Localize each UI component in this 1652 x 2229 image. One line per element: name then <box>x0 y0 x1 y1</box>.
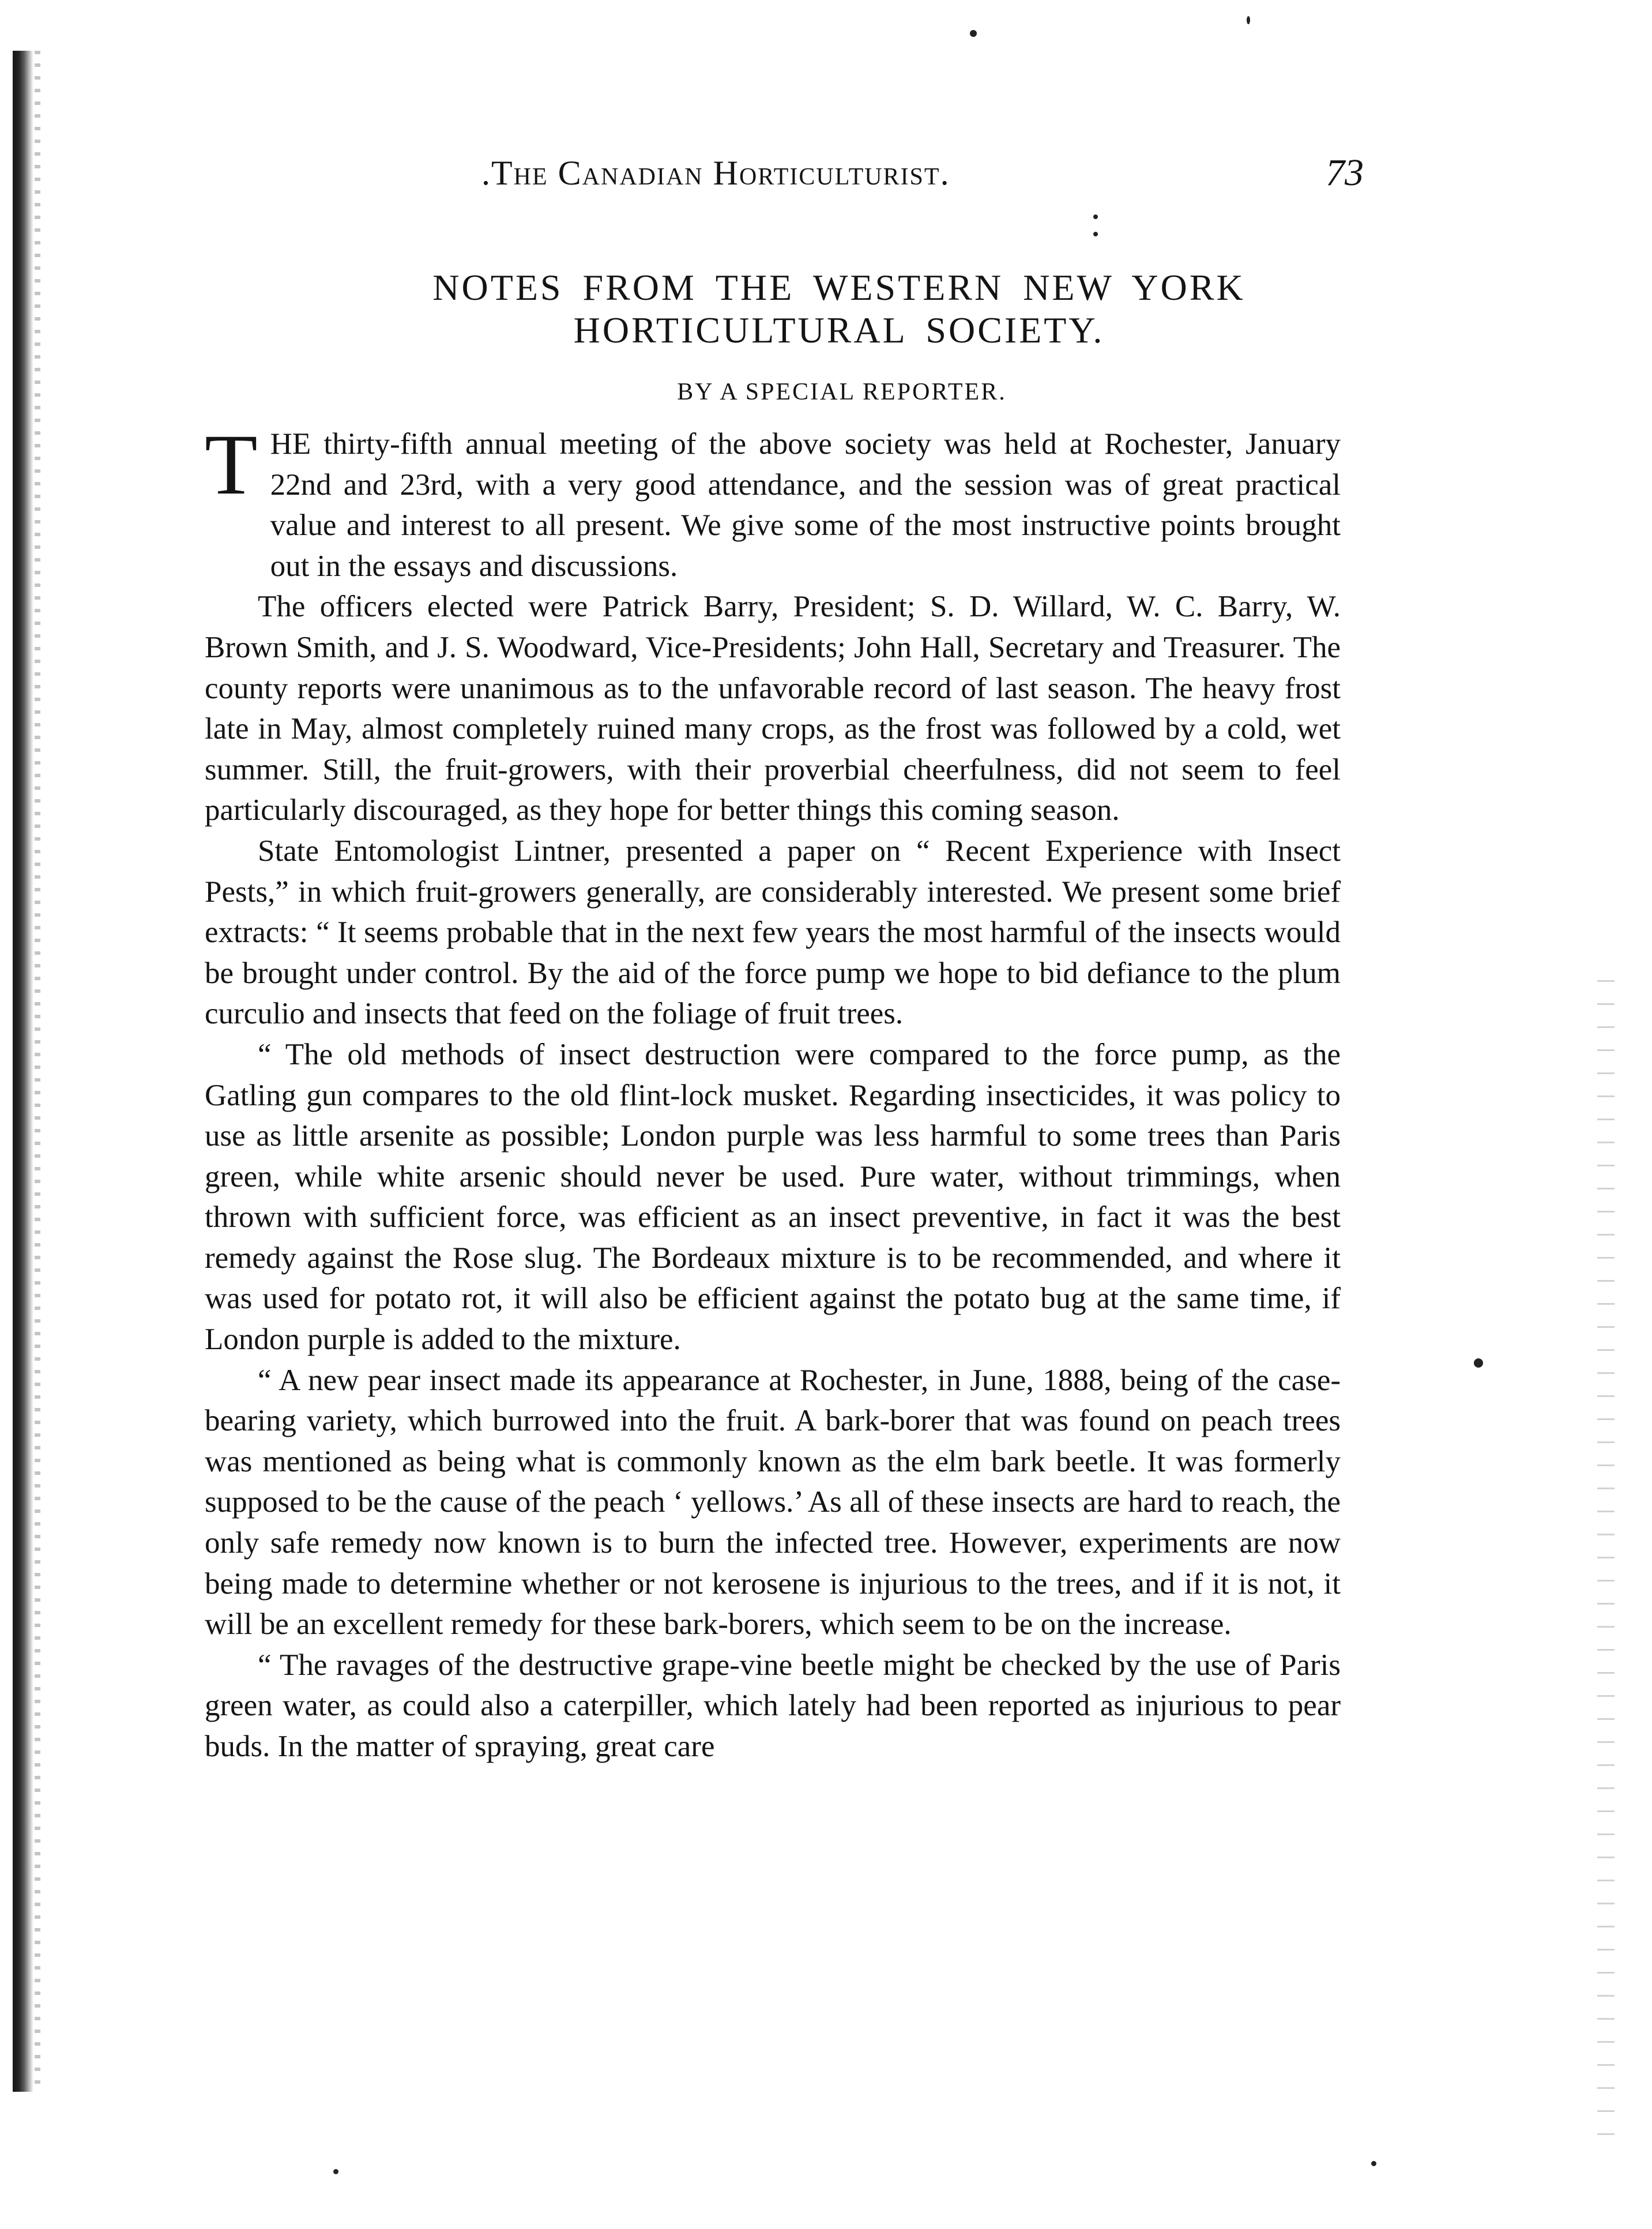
page-number: 73 <box>1326 152 1364 194</box>
scan-speck <box>970 30 977 37</box>
paragraph-3: State Entomologist Lintner, presented a paper on “ Recent Experience with Insect Pests,” in which fruit-growers generally, are considerably interested. We present some brief extracts: “ It seems probable that in the next few years the most harmful of the insects would be brought under control. By the aid of the force pump we hope to bid defiance to the plum curculio and insects that feed on the foliage of fruit trees. <box>205 834 1341 1031</box>
paragraph-6: “ The ravages of the destructive grape-vine beetle might be checked by the use of Paris green water, as could also a caterpiller, which lately had been reported as injurious to pear buds. In the matter of spraying, great care <box>205 1648 1341 1763</box>
scan-speck <box>1093 214 1098 219</box>
byline: BY A SPECIAL REPORTER. <box>677 379 1007 405</box>
article-title <box>205 266 1473 352</box>
article-title-line-1: NOTES FROM THE WESTERN NEW YORK <box>432 267 1245 308</box>
journal-title: .The Canadian Horticulturist. <box>481 154 950 192</box>
scan-speck <box>1247 16 1250 24</box>
scan-speck <box>1093 232 1098 236</box>
scan-margin-specks <box>1597 980 1615 2145</box>
paragraph-1 <box>205 417 1341 586</box>
paragraph-5: “ A new pear insect made its appearance at Rochester, in June, 1888, being of the case-bearing variety, which burrowed into the fruit. A bark-borer that was found on peach trees was mentioned as being what is commonly known as the elm bark beetle. It was formerly supposed to be the cause of the peach ‘ yellows.’ As all of these insects are hard to reach, the only safe remedy now known is to burn the infected tree. However, experiments are now being made to determine whether or not kerosene is injurious to the trees, and if it is not, it will be an excellent remedy for these bark-borers, which seem to be on the increase. <box>205 1363 1341 1641</box>
running-head <box>205 147 1364 199</box>
paragraph-2: The officers elected were Patrick Barry, President; S. D. Willard, W. C. Barry, W. Brown Smith, and J. S. Woodward, Vice-Presidents; John Hall, Secretary and Treasurer. The county reports were unanimous as to the unfavorable record of last season. The heavy frost late in May, almost completely ruined many crops, as the frost was followed by a cold, wet summer. Still, the fruit-growers, with their proverbial cheerfulness, did not seem to feel particularly discouraged, as they hope for better things this coming season. <box>205 590 1341 827</box>
scan-speck <box>1474 1358 1483 1368</box>
scan-binding-edge <box>13 51 33 2092</box>
paragraph-1-text: HE thirty-fifth annual meeting of the above society was held at Rochester, January 22nd and 23rd, with a very good attendance, and the session was of great practical value and interest to all present. We give some of the most instructive points brought out in the essays and discussions. <box>270 427 1341 583</box>
article-title-line-2: HORTICULTURAL SOCIETY. <box>573 310 1105 351</box>
scan-speck <box>1371 2161 1376 2166</box>
scan-speck <box>333 2169 338 2174</box>
article-body <box>205 417 1341 1767</box>
paragraph-4: “ The old methods of insect destruction were compared to the force pump, as the Gatling gun compares to the old flint-lock musket. Regarding insecticides, it was policy to use as little arsenite as possible; London purple was less harmful to some trees than Paris green, while white arsenic should never be used. Pure water, without trimmings, when thrown with sufficient force, was efficient as an insect preventive, in fact it was the best remedy against the Rose slug. The Bordeaux mixture is to be recommended, and where it was used for potato rot, it will also be efficient against the potato bug at the same time, if London purple is added to the mixture. <box>205 1037 1341 1357</box>
drop-cap: T <box>205 417 258 513</box>
